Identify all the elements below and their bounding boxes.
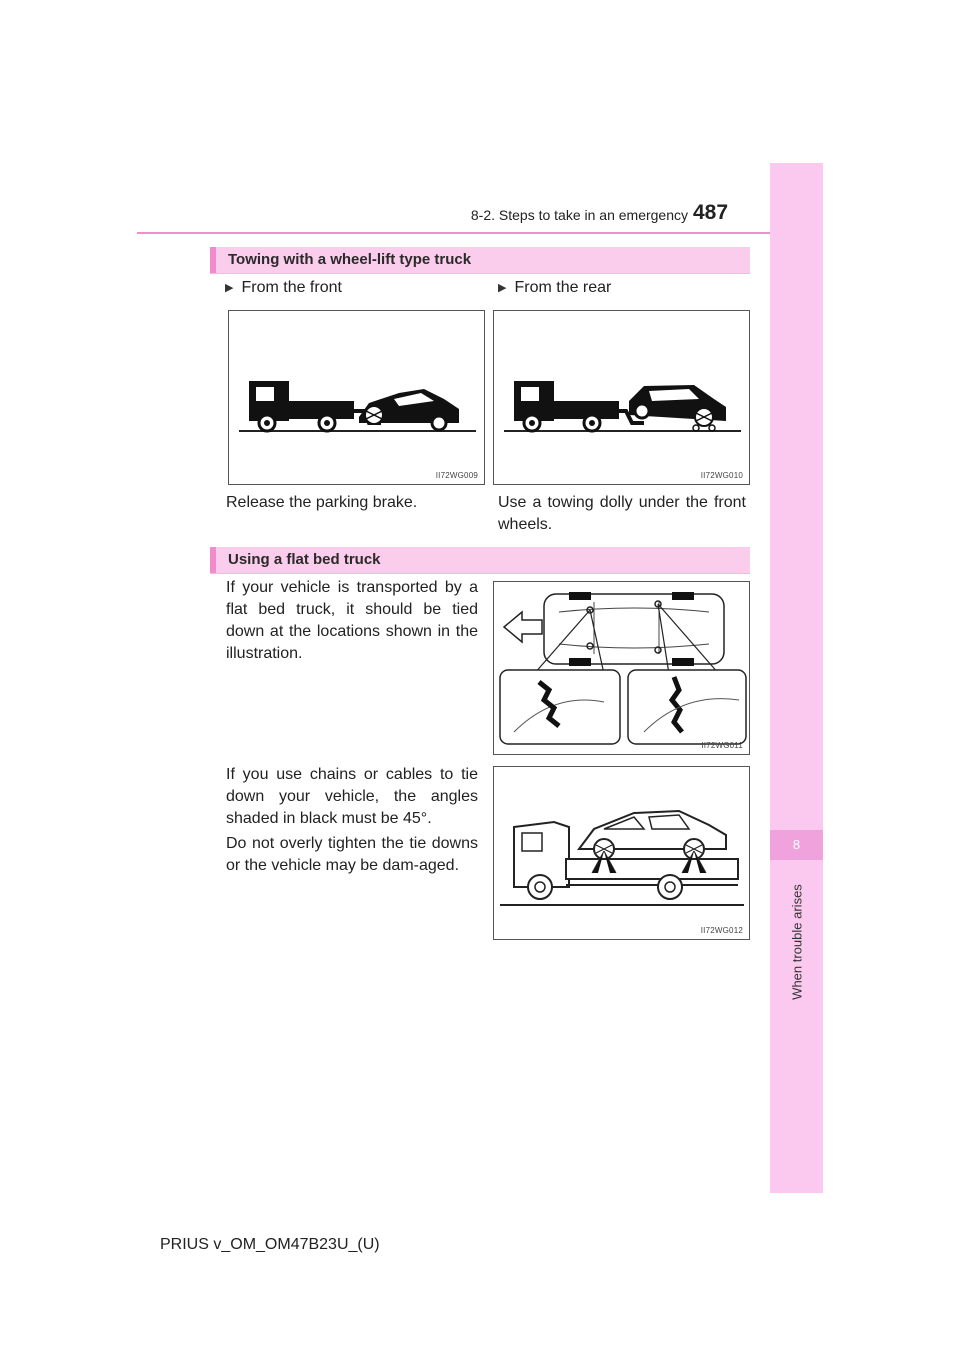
- figure-code: II72WG009: [435, 471, 478, 480]
- chapter-title: When trouble arises: [789, 884, 804, 1000]
- sub-label-rear: [498, 279, 611, 297]
- chapter-title-box: [770, 862, 823, 1022]
- sub-label-front: [225, 279, 342, 297]
- chapter-number: 8: [792, 837, 801, 852]
- page-number: 487: [693, 201, 729, 224]
- section-heading: Towing with a wheel-lift type truck: [228, 251, 472, 268]
- figure-flat-bed-truck: [493, 766, 750, 940]
- chapter-side-tab: [770, 163, 823, 1193]
- tow-rear-illustration: [494, 311, 751, 486]
- tow-front-illustration: [229, 311, 486, 486]
- triangle-bullet-icon: ▶: [225, 282, 234, 294]
- paragraph-tighten: Do not overly tighten the tie downs or the vehicle may be dam-aged.: [226, 835, 478, 874]
- figure-tow-rear: [493, 310, 750, 485]
- figure-code: II72WG011: [701, 741, 743, 750]
- caption-front: Release the parking brake.: [226, 494, 418, 511]
- section-heading: Using a flat bed truck: [228, 551, 381, 568]
- heading-underline: [210, 573, 750, 574]
- chapter-number-box: [770, 830, 823, 860]
- flat-bed-illustration: [494, 767, 751, 941]
- paragraph-chains: If you use chains or cables to tie down your vehicle, the angles shaded in black must be 45°.: [226, 766, 478, 827]
- sub-label-text: From the front: [241, 279, 342, 296]
- figure-code: II72WG012: [700, 926, 743, 935]
- sub-label-text: From the rear: [514, 279, 612, 296]
- caption-rear: Use a towing dolly under the front wheels.: [498, 494, 746, 533]
- section-heading-bar: [210, 247, 750, 273]
- triangle-bullet-icon: ▶: [498, 282, 507, 294]
- figure-code: II72WG010: [700, 471, 743, 480]
- heading-underline: [210, 273, 750, 274]
- section-heading-bar: [210, 547, 750, 573]
- header-rule: [137, 232, 823, 234]
- tie-down-illustration: [494, 582, 751, 756]
- document-id: PRIUS v_OM_OM47B23U_(U): [160, 1236, 380, 1253]
- paragraph-flatbed: If your vehicle is transported by a flat bed truck, it should be tied down at the locations shown in the illustration.: [226, 579, 478, 662]
- section-title: 8-2. Steps to take in an emergency: [470, 207, 688, 223]
- figure-tie-down-locations: [493, 581, 750, 755]
- figure-tow-front: [228, 310, 485, 485]
